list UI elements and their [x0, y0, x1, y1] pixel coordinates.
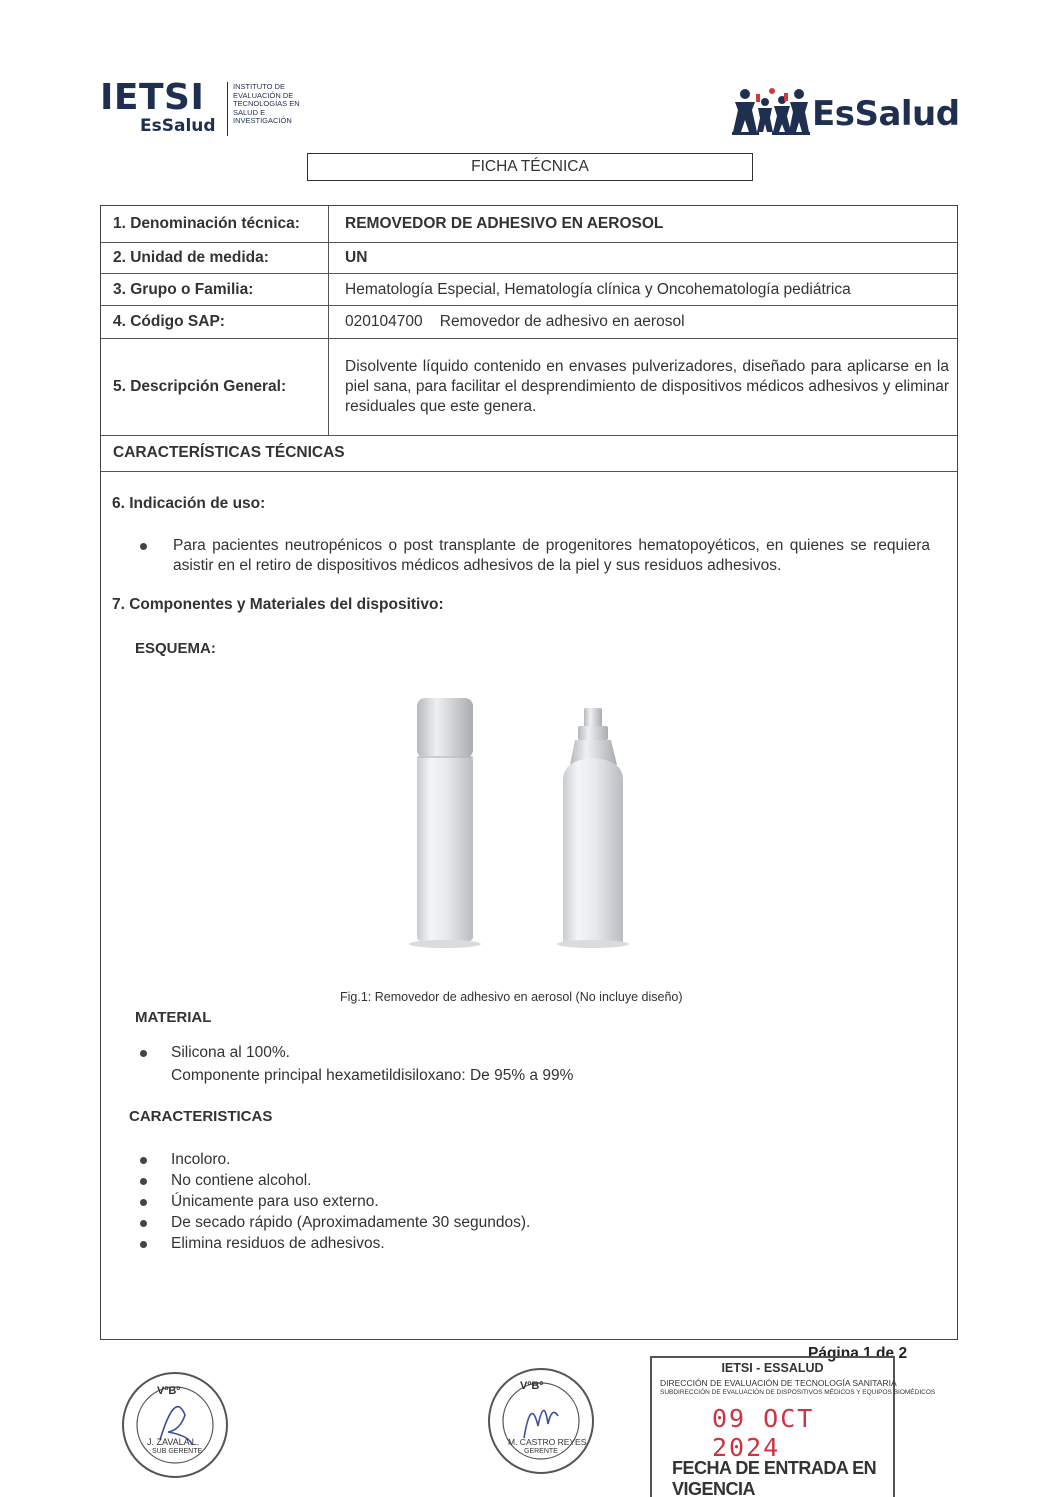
bullet-icon — [140, 1050, 147, 1057]
list-item — [140, 1234, 840, 1255]
bullet-icon — [140, 1220, 147, 1227]
table-row — [101, 206, 957, 243]
ietsi-logo-main: IETSI — [100, 77, 205, 118]
row-value-grupo: Hematología Especial, Hematología clínica y Oncohematología pediátrica — [345, 280, 851, 298]
seal-left-vb: VºBº — [157, 1385, 181, 1397]
row-value-denominacion: REMOVEDOR DE ADHESIVO EN AEROSOL — [345, 215, 664, 232]
seal-left-role: SUB GERENTE — [152, 1448, 203, 1455]
section-header-row — [101, 436, 957, 472]
row-label-codigo-sap: 4. Código SAP: — [101, 306, 329, 338]
caracteristica-text: Únicamente para uso externo. — [171, 1193, 379, 1210]
list-item — [140, 1213, 840, 1234]
row-value-codigo-sap: 020104700 Removedor de adhesivo en aerosol — [345, 313, 685, 330]
stamp-line-2: SUBDIRECCIÓN DE EVALUACIÓN DE DISPOSITIVOS MÉDICOS Y EQUIPOS BIOMÉDICOS — [660, 1389, 936, 1396]
seal-center-role: GERENTE — [524, 1448, 558, 1455]
bullet-icon — [140, 1178, 147, 1185]
caracteristica-text: Incoloro. — [171, 1151, 231, 1168]
table-row — [101, 306, 957, 339]
esquema-label: ESQUEMA: — [135, 640, 216, 657]
bullet-icon — [140, 1199, 147, 1206]
row-label-unidad: 2. Unidad de medida: — [101, 243, 329, 273]
caracteristica-text: Elimina residuos de adhesivos. — [171, 1235, 385, 1252]
ietsi-desc-line: INVESTIGACIÓN — [233, 116, 292, 126]
document-title: FICHA TÉCNICA — [307, 153, 753, 181]
table-row — [101, 339, 957, 436]
page-number: Página 1 de 2 — [808, 1345, 908, 1362]
seal-center-name: M. CASTRO REYES — [508, 1437, 587, 1447]
figure-caption: Fig.1: Removedor de adhesivo en aerosol (No incluye diseño) — [340, 990, 683, 1004]
material-line-1: Silicona al 100%. — [171, 1044, 290, 1061]
heading-indicacion-de-uso: 6. Indicación de uso: — [112, 495, 266, 512]
table-row — [101, 274, 957, 306]
stamp-line-1: DIRECCIÓN DE EVALUACIÓN DE TECNOLOGÍA SANITARIA — [660, 1378, 897, 1388]
row-label-grupo: 3. Grupo o Familia: — [101, 274, 329, 305]
ietsi-desc-line: TECNOLOGÍAS EN — [233, 99, 300, 109]
essalud-logo — [732, 88, 960, 140]
list-item — [140, 1192, 840, 1213]
material-line-2: Componente principal hexametildisiloxano: De 95% a 99% — [171, 1066, 574, 1084]
caracteristicas-label: CARACTERISTICAS — [129, 1108, 273, 1125]
ietsi-desc-line: EVALUACIÓN DE — [233, 90, 294, 100]
caracteristicas-list — [140, 1150, 840, 1255]
ietsi-desc-line: SALUD E — [233, 107, 266, 117]
caracteristica-text: No contiene alcohol. — [171, 1172, 312, 1189]
row-label-descripcion: 5. Descripción General: — [101, 339, 329, 435]
bullet-icon — [140, 543, 147, 550]
row-value-descripcion-wrap — [329, 339, 957, 435]
seal-center-vb: VºBº — [520, 1380, 544, 1392]
bullet-icon — [140, 1241, 147, 1248]
ietsi-logo-divider — [227, 82, 228, 136]
family-figures-icon — [732, 88, 810, 138]
list-item — [140, 536, 930, 576]
heading-componentes: 7. Componentes y Materiales del dispositivo: — [112, 596, 444, 613]
row-value-descripcion: Disolvente líquido contenido en envases pulverizadores, diseñado para aplicarse en la piel sana, para facilitar el desprendimiento de dispositivos médicos adhesivos y eliminar residuales que este genera. — [345, 358, 949, 415]
vigencia-stamp — [650, 1356, 936, 1497]
stamp-title: IETSI - ESSALUD — [721, 1361, 824, 1375]
material-label: MATERIAL — [135, 1009, 212, 1026]
aerosol-can-capped — [409, 698, 481, 948]
aerosol-can-spray — [557, 708, 629, 948]
bullet-icon — [140, 1157, 147, 1164]
section-title-caracteristicas-tecnicas: CARACTERÍSTICAS TÉCNICAS — [113, 444, 345, 461]
row-value-unidad: UN — [345, 249, 368, 266]
list-item — [140, 1150, 840, 1171]
essalud-logo-text: EsSalud — [812, 94, 960, 134]
list-item — [140, 1043, 840, 1086]
ietsi-logo-sub: EsSalud — [140, 116, 216, 136]
stamp-date: 09 OCT 2024 — [712, 1404, 815, 1462]
seal-left-name: J. ZAVALA L. — [147, 1437, 200, 1447]
table-row — [101, 243, 957, 274]
ietsi-logo — [100, 77, 330, 140]
stamp-footer: FECHA DE ENTRADA EN VIGENCIA — [672, 1458, 877, 1497]
indicacion-text: Para pacientes neutropénicos o post transplante de progenitores hematopoyéticos, en quienes se requiera asistir en el retiro de dispositivos médicos adhesivos de la piel y sus residuos adhesivos. — [173, 537, 930, 574]
ietsi-desc-line: INSTITUTO DE — [233, 82, 285, 91]
row-label-denominacion: 1. Denominación técnica: — [101, 206, 329, 242]
list-item — [140, 1171, 840, 1192]
caracteristica-text: De secado rápido (Aproximadamente 30 segundos). — [171, 1214, 531, 1231]
ietsi-logo-description — [233, 83, 300, 126]
aerosol-cans-image — [395, 690, 645, 955]
